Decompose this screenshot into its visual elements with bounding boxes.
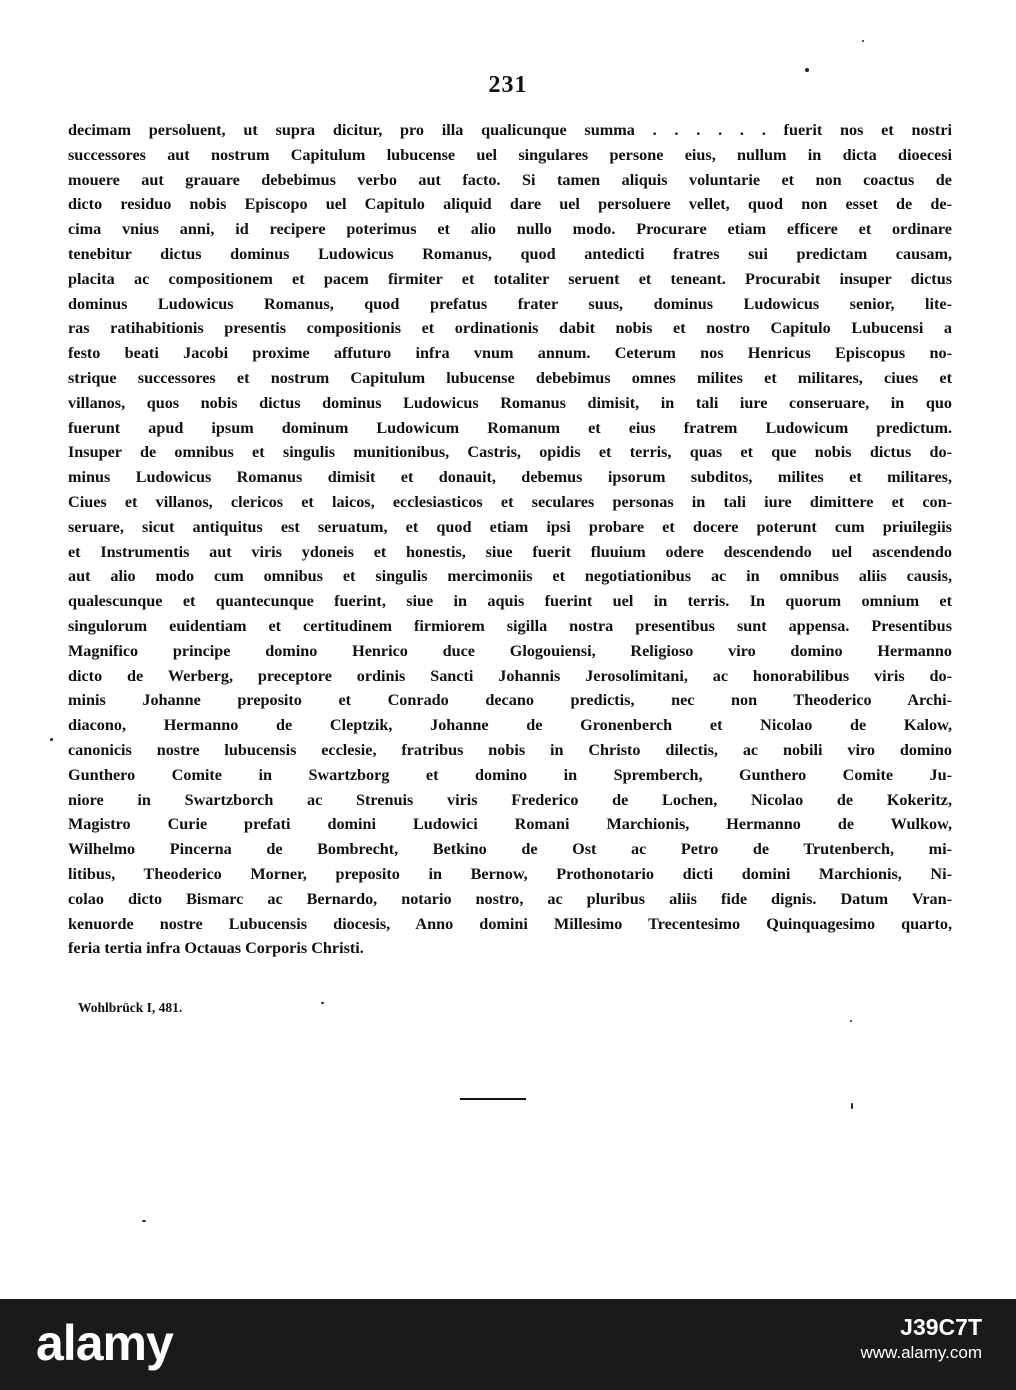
scan-speck [862, 40, 864, 42]
text-line: minis Johanne preposito et Conrado decano predictis, nec non Theoderico Archi- [68, 691, 952, 710]
text-line: canonicis nostre lubucensis ecclesie, fratribus nobis in Christo dilectis, ac nobili viro domino [68, 740, 952, 759]
text-line: niore in Swartzborch ac Strenuis viris Frederico de Lochen, Nicolao de Kokeritz, [68, 790, 952, 809]
text-line: Magnifico principe domino Henrico duce Glogouiensi, Religioso viro domino Hermanno [68, 641, 952, 660]
text-line: singulorum euidentiam et certitudinem firmiorem sigilla nostra presentibus sunt appensa. Presentibus [68, 616, 952, 635]
text-line: minus Ludowicus Romanus dimisit et donauit, debemus ipsorum subditos, milites et militares, [68, 468, 952, 487]
text-line: et Instrumentis aut viris ydoneis et honestis, siue fuerit fluuium odere descendendo uel ascendendo [68, 542, 952, 561]
scan-speck [321, 1002, 324, 1004]
text-line: fuerunt apud ipsum dominum Ludowicum Romanum et eius fratrem Ludowicum predictum. [68, 418, 952, 437]
document-body [68, 118, 952, 961]
text-line: tenebitur dictus dominus Ludowicus Romanus, quod antedicti fratres sui predictam causam, [68, 244, 952, 263]
text-line: diacono, Hermanno de Cleptzik, Johanne de Gronenberch et Nicolao de Kalow, [68, 716, 952, 735]
text-line: successores aut nostrum Capitulum lubucense uel singulares persone eius, nullum in dicta dioecesi [68, 145, 952, 164]
text-line: colao dicto Bismarc ac Bernardo, notario nostro, ac pluribus aliis fide dignis. Datum Vran- [68, 889, 952, 908]
text-line: placita ac compositionem et pacem firmiter et totaliter seruent et teneant. Procurabit insuper dictus [68, 269, 952, 288]
text-line: seruare, sicut antiquitus est seruatum, et quod etiam ipsi probare et docere poterunt cum priuilegiis [68, 517, 952, 536]
text-line: festo beati Jacobi proxime affuturo infra vnum annum. Ceterum nos Henricus Episcopus no- [68, 344, 952, 363]
text-line: Gunthero Comite in Swartzborg et domino in Spremberch, Gunthero Comite Ju- [68, 765, 952, 784]
text-line: ras ratihabitionis presentis compositionis et ordinationis dabit nobis et nostro Capitulo Lubucensi a [68, 319, 952, 338]
text-line: Ciues et villanos, clericos et laicos, ecclesiasticos et seculares personas in tali iure dimittere et con- [68, 492, 952, 511]
text-line: villanos, quos nobis dictus dominus Ludowicus Romanus dimisit, in tali iure conseruare, in quo [68, 393, 952, 412]
image-id: J39C7T [900, 1314, 982, 1340]
text-line: cima vnius anni, id recipere poterimus et alio nullo modo. Procurare etiam efficere et ordinare [68, 220, 952, 239]
text-line: strique successores et nostrum Capitulum lubucense debebimus omnes milites et militares, ciues et [68, 368, 952, 387]
source-citation: Wohlbrück I, 481. [78, 1000, 183, 1015]
scan-speck [850, 1020, 852, 1022]
section-divider [460, 1098, 526, 1100]
text-line: litibus, Theoderico Morner, preposito in Bernow, Prothonotario dicti domini Marchionis, Ni- [68, 864, 952, 883]
scan-speck [50, 738, 53, 741]
text-line: kenuorde nostre Lubucensis diocesis, Anno domini Millesimo Trecentesimo Quinquagesimo quarto, [68, 914, 952, 933]
scan-speck [851, 1103, 853, 1109]
text-line: dicto residuo nobis Episcopo uel Capitulo aliquid dare uel persoluere vellet, quod non esset de de- [68, 195, 952, 214]
scan-speck [805, 68, 809, 72]
watermark-stamp [860, 1313, 982, 1365]
text-line: Insuper de omnibus et singulis munitionibus, Castris, opidis et terris, quas et que nobis dictus do- [68, 443, 952, 462]
text-line: Magistro Curie prefati domini Ludowici Romani Marchionis, Hermanno de Wulkow, [68, 815, 952, 834]
text-line: qualescunque et quantecunque fuerint, siue in aquis fuerint uel in terris. In quorum omnium et [68, 592, 952, 611]
page-number: 231 [488, 72, 528, 98]
text-line: decimam persoluent, ut supra dicitur, pro illa qualicunque summa . . . . . . fuerit nos et nostri [68, 121, 952, 139]
text-line: Wilhelmo Pincerna de Bombrecht, Betkino de Ost ac Petro de Trutenberch, mi- [68, 840, 952, 859]
alamy-logo: alamy [36, 1315, 173, 1371]
scan-speck [142, 1220, 146, 1222]
site-url: www.alamy.com [860, 1343, 982, 1362]
text-line: aut alio modo cum omnibus et singulis mercimoniis et negotiationibus ac in omnibus aliis causis, [68, 567, 952, 586]
text-line: dicto de Werberg, preceptore ordinis Sancti Johannis Jerosolimitani, ac honorabilibus viris do- [68, 666, 952, 685]
text-line-last: feria tertia infra Octauas Corporis Christi. [68, 939, 364, 958]
text-line: dominus Ludowicus Romanus, quod prefatus frater suus, dominus Ludowicus senior, lite- [68, 294, 952, 313]
text-line: mouere aut grauare debebimus verbo aut facto. Si tamen aliquis voluntarie et non coactus de [68, 170, 952, 189]
